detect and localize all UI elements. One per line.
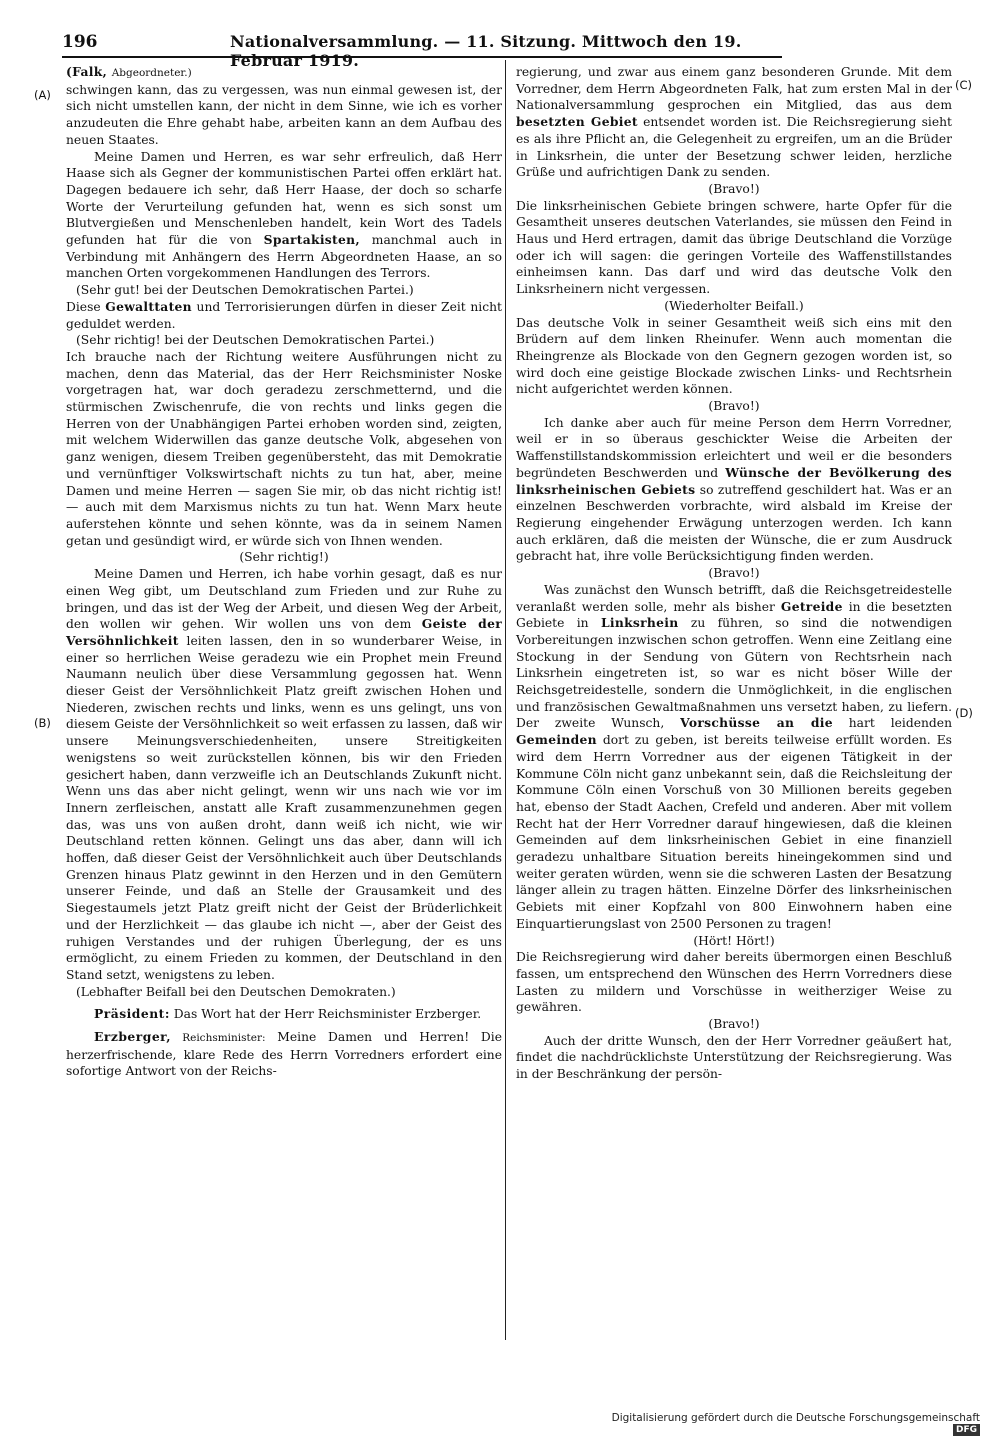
margin-marker-c: (C) bbox=[955, 78, 973, 92]
paragraph: Meine Damen und Herren, ich habe vorhin gesagt, daß es nur einen Weg gibt, um Deutschland zum Frieden und zur Ruhe zu bringen, und das ist der Weg der Arbeit, und diesen Weg der Arbeit, den wollen wir gehen. Wir wollen uns von dem Geiste der Versöhnlichkeit leiten lassen, den in so wunderbarer Weise, in einer so herrlichen Weise geradezu wie ein Prophet mein Freund Naumann neulich über diese Versammlung gegossen hat. Wenn dieser Geist der Versöhnlichkeit Platz greift zwischen Hohen und Niederen, zwischen rechts und links, wenn es uns gelingt, uns von diesem Geiste der Versöhnlichkeit so weit erfassen zu lassen, daß wir unsere Meinungsverschiedenheiten, unsere Streitigkeiten wenigstens so weit zurückstellen können, bis wir den Frieden gesichert haben, dann verzweifle ich an Deutschlands Zukunft nicht. Wenn uns das aber nicht gelingt, wenn wir uns nach wie vor im Innern zerfleischen, anstatt alle Kraft zusammenzunehmen gegen das, was uns von außen droht, dann weiß ich nicht, wie wir Deutschland retten können. Gelingt uns das aber, dann will ich hoffen, daß dieser Geist der Versöhnlichkeit auch über Deutschlands Grenzen hinaus Platz gewinnt in den Herzen und in den Gemütern unserer Feinde, und daß an Stelle der Grausamkeit und des Siegestaumels jetzt Platz greift nicht der Geist der Brüderlichkeit und der Herzlichkeit — das glaube ich nicht —, aber der Geist des ruhigen Verstandes und der ruhigen Überlegung, der es uns ermöglicht, zu einem Frieden zu kommen, der Deutschland in den Stand setzt, wenigstens zu leben. bbox=[66, 567, 502, 982]
interjection: (Bravo!) bbox=[708, 181, 760, 196]
paragraph: Ich brauche nach der Richtung weitere Ausführungen nicht zu machen, denn das Material, das der Herr Reichsminister Noske vorgetragen hat, war doch geradezu zerschmetternd, und die stürmischen Zwischenrufe, die von rechts und links gegen die Herren von der Unabhängigen Partei erhoben worden sind, zeigten, mit welchem Widerwillen das ganze deutsche Volk, abgesehen von ganz wenigen, diesem Treiben gegenübersteht, das mit Demokratie und vernünftiger Volkswirtschaft nichts zu tun hat, aber, meine Damen und meine Herren — sagen Sie mir, ob das nicht richtig ist! — auch mit dem Marxismus nichts zu tun hat. Wenn Marx heute auferstehen könnte und sehen könnte, was da in seinem Namen getan und gesündigt wird, er würde sich von Ihnen wenden. bbox=[66, 349, 502, 548]
page-title: Nationalversammlung. — 11. Sitzung. Mittwoch den 19. Februar 1919. bbox=[230, 32, 742, 70]
speaker-praesident: Präsident: Das Wort hat der Herr Reichsminister Erzberger. bbox=[94, 1006, 482, 1022]
right-column bbox=[516, 64, 952, 1083]
interjection: (Wiederholter Beifall.) bbox=[664, 298, 804, 313]
interjection: (Bravo!) bbox=[708, 566, 760, 581]
paragraph: Diese Gewalttaten und Terrorisierungen dürfen in dieser Zeit nicht geduldet werden. bbox=[66, 298, 502, 331]
margin-marker-a: (A) bbox=[34, 88, 51, 102]
page-number: 196 bbox=[62, 32, 98, 52]
interjection: (Bravo!) bbox=[708, 1017, 760, 1032]
paragraph: Ich danke aber auch für meine Person dem Herrn Vorredner, weil er in so überaus geschickter Weise die Arbeiten der Waffenstillstandskommission erleichtert und weil er die besonders begründeten Beschwerden und Wünsche der Bevölkerung des linksrheinischen Gebiets so zutreffend geschildert hat. Was er an einzelnen Beschwerden vorbrachte, wird alsbald im Kreise der Regierung eingehender Erwägung unterzogen werden. Ich kann auch erklären, daß die meisten der Wünsche, die er zum Ausdruck gebracht hat, ihre volle Berücksichtigung finden werden. bbox=[516, 415, 953, 564]
paragraph: Auch der dritte Wunsch, den der Herr Vorredner geäußert hat, findet die nachdrücklichste Unterstützung der Reichsregierung. Was in der Beschränkung der persön- bbox=[516, 1033, 952, 1082]
dfg-logo: DFG bbox=[953, 1424, 980, 1436]
paragraph: Meine Damen und Herren, es war sehr erfreulich, daß Herr Haase sich als Gegner der kommunistischen Partei offen erklärt hat. Dagegen bedauere ich sehr, daß Herr Haase, der doch so scharfe Worte der Verurteilung gefunden hat, wenn es sich sonst um Blutvergießen und Menschenleben handelt, kein Wort des Tadels gefunden hat für die von Spartakisten, manchmal auch in Verbindung mit Anhängern des Herrn Abgeordneten Haase, an so manchen Orten vorgekommenen Handlungen des Terrors. bbox=[66, 149, 503, 281]
paragraph: regierung, und zwar aus einem ganz besonderen Grunde. Mit dem Vorredner, dem Herrn Abgeordneten Falk, hat zum ersten Mal in der Nationalversammlung gesprochen ein Mitglied, das aus dem besetzten Gebiet entsendet worden ist. Die Reichsregierung sieht es als ihre Pflicht an, die Gelegenheit zu ergreifen, um an die Brüder in Linksrhein, die unter der Besetzung schwer leiden, herzliche Grüße und aufrichtigen Dank zu senden. bbox=[516, 65, 952, 180]
margin-marker-b: (B) bbox=[34, 716, 51, 730]
column-divider bbox=[505, 60, 506, 1340]
interjection: (Sehr richtig! bei der Deutschen Demokratischen Partei.) bbox=[76, 333, 435, 348]
paragraph: Die linksrheinischen Gebiete bringen schwere, harte Opfer für die Gesamtheit unseres deutschen Vaterlandes, sie müssen den Feind in Haus und Herd ertragen, damit das übrige Deutschland die Vorzüge oder ich will sagen: die geringen Vorteile des Waffenstillstandes einheimsen kann. Das darf und wird das deutsche Volk den Linksrheinern nicht vergessen. bbox=[516, 198, 952, 297]
page-header bbox=[62, 26, 782, 70]
paragraph: Das deutsche Volk in seiner Gesamtheit weiß sich eins mit den Brüdern auf dem linken Rheinufer. Wenn auch momentan die Rheingrenze als Blockade von den Gegnern gezogen worden ist, so wird doch eine geistige Blockade zwischen Links- und Rechtsrhein nicht aufgerichtet werden können. bbox=[516, 315, 952, 397]
interjection: (Hört! Hört!) bbox=[693, 933, 775, 948]
margin-marker-d: (D) bbox=[955, 706, 973, 720]
footer-credit bbox=[600, 1412, 980, 1436]
interjection: (Sehr gut! bei der Deutschen Demokratischen Partei.) bbox=[76, 283, 414, 298]
interjection: (Lebhafter Beifall bei den Deutschen Demokraten.) bbox=[76, 984, 396, 999]
speaker-erzberger: Erzberger, Reichsminister: Meine Damen und Herren! Die herzerfrischende, klare Rede des Herrn Vorredners erfordert eine sofortige Antwort von der Reichs- bbox=[66, 1029, 502, 1079]
interjection: (Sehr richtig!) bbox=[239, 550, 329, 565]
paragraph: Die Reichsregierung wird daher bereits übermorgen einen Beschluß fassen, um entsprechend den Wünschen des Herrn Vorredners diese Lasten zu mildern und Vorschüsse in weitherziger Weise zu gewähren. bbox=[516, 950, 952, 1015]
paragraph: schwingen kann, das zu vergessen, was nun einmal gewesen ist, der sich nicht umstellen kann, der nicht in dem Sinne, wie ich es vorher anzudeuten die Ehre gehabt habe, arbeiten kann an dem Aufbau des neuen Staates. bbox=[66, 82, 502, 147]
left-column bbox=[66, 64, 502, 1080]
interjection: (Bravo!) bbox=[708, 399, 760, 414]
paragraph: Was zunächst den Wunsch betrifft, daß die Reichsgetreidestelle veranlaßt werden solle, mehr als bisher Getreide in die besetzten Gebiete in Linksrhein zu führen, so sind die notwendigen Vorbereitungen inzwischen schon getroffen. Wenn eine Zeitlang eine Stockung in der Sendung von Gütern von Rechtsrhein nach Linksrhein eingetreten ist, so war es nicht böser Wille der Reichsgetreidestelle, sondern die Unmöglichkeit, in die englischen und französischen Gewaltmaßnahmen uns versetzt haben, zu liefern. Der zweite Wunsch, Vorschüsse an die hart leidenden Gemeinden dort zu geben, ist bereits teilweise erfüllt worden. Es wird dem Herrn Vorredner aus der eigenen Tätigkeit in der Kommune Cöln nicht ganz unbekannt sein, daß die Reichsleitung der Kommune Cöln einen Vorschuß von 30 Millionen bereits gegeben hat, ebenso der Stadt Aachen, Crefeld und anderen. Aber mit vollem Recht hat der Herr Vorredner darauf hingewiesen, daß die kleinen Gemeinden auf dem linksrheinischen Gebiet in eine finanziell geradezu unhaltbare Situation bereits hineingekommen sind und weiter geraten würden, wenn sie die schweren Lasten der Besatzung länger allein zu tragen hätten. Einzelne Dörfer des linksrheinischen Gebiets mit einer Kopfzahl von 800 Einwohnern haben eine Einquartierungslast von 2500 Personen zu tragen! bbox=[516, 582, 953, 931]
footer-text: Digitalisierung gefördert durch die Deutsche Forschungsgemeinschaft bbox=[611, 1412, 980, 1424]
speaker-header: (Falk, Abgeordneter.) bbox=[66, 64, 192, 79]
